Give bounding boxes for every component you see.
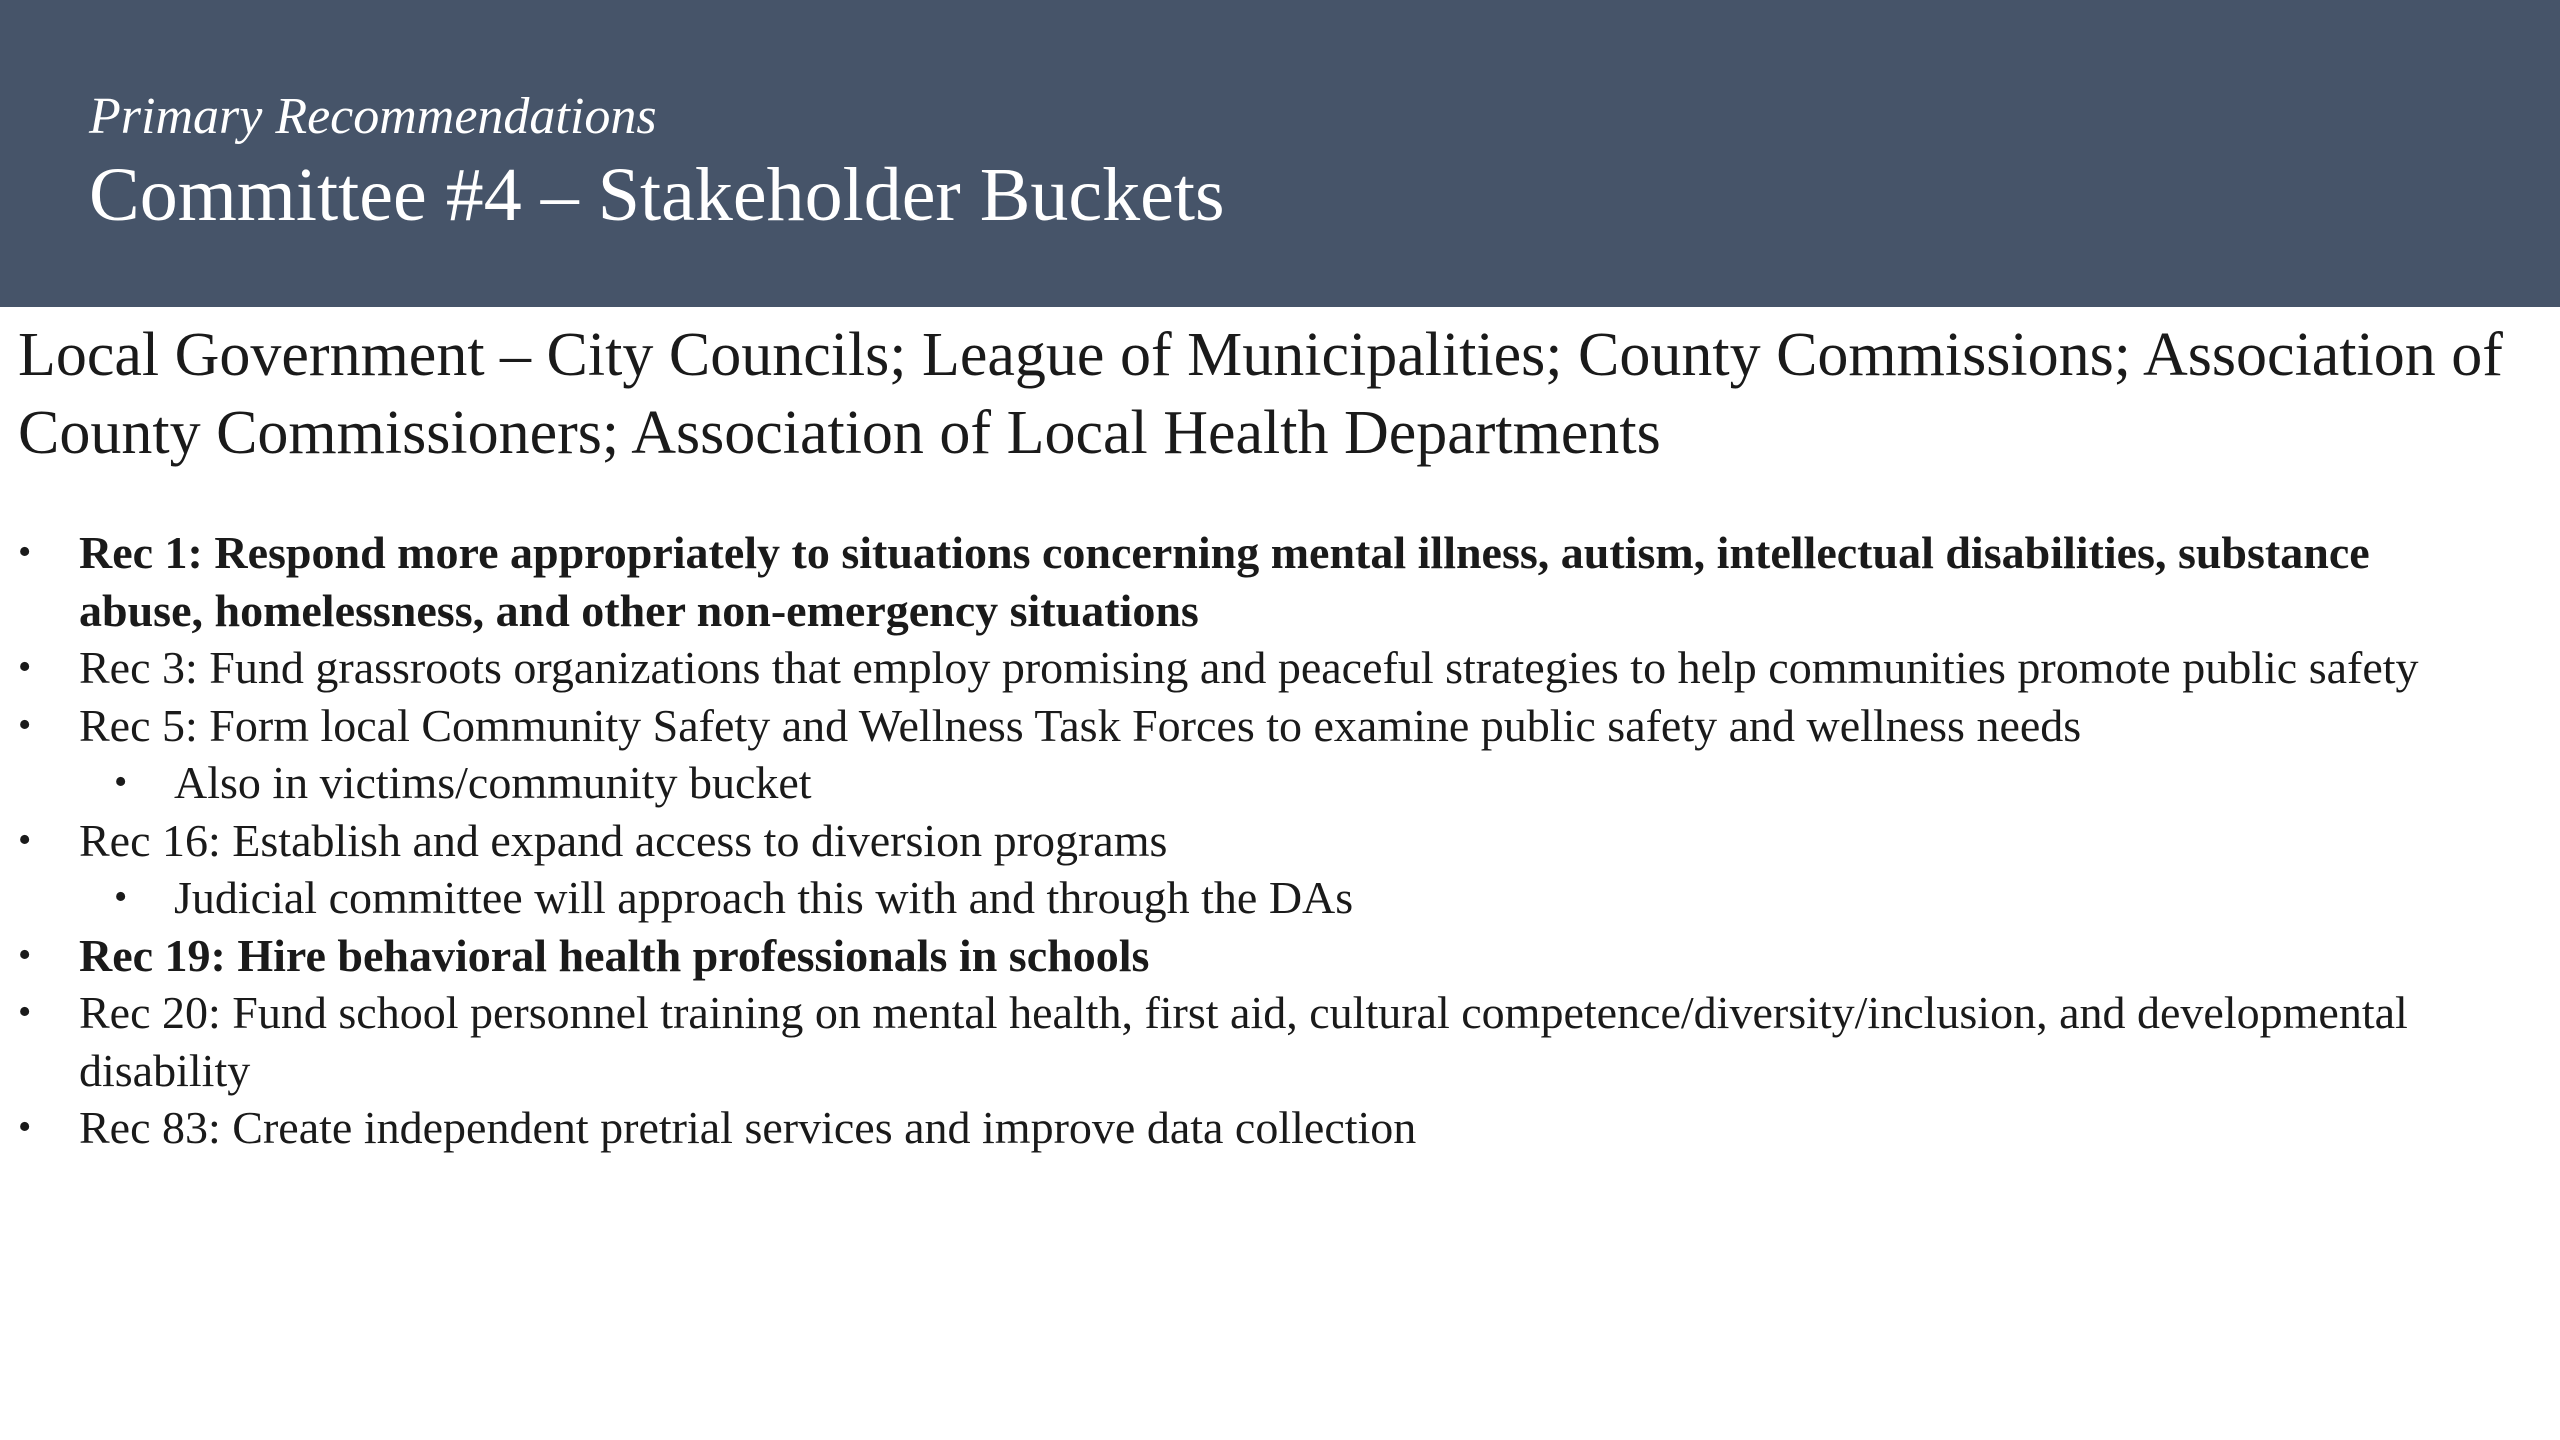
bullet-icon: •: [18, 646, 32, 688]
rec-text: Rec 19: Hire behavioral health professionals in schools: [79, 929, 1150, 981]
list-item: [0, 639, 2499, 697]
rec-text: Rec 20: Fund school personnel training on mental health, first aid, cultural competence/diversity/inclusion, and developmental disability: [79, 987, 2408, 1096]
list-item: [0, 524, 2499, 639]
bullet-icon: •: [18, 818, 32, 861]
list-item: [0, 697, 2499, 755]
sub-list-item: [0, 869, 2474, 927]
slide-header: [0, 0, 2560, 307]
list-item: [0, 984, 2499, 1099]
rec-text: Rec 1: Respond more appropriately to situations concerning mental illness, autism, intellectual disabilities, substance abuse, homelessness, and other non-emergency situations: [79, 527, 2370, 636]
bullet-icon: •: [18, 531, 32, 573]
bullet-icon: •: [18, 991, 32, 1033]
sub-item-text: Also in victims/community bucket: [174, 757, 812, 808]
list-item: [0, 1099, 2499, 1157]
bullet-icon: •: [18, 933, 32, 976]
sub-list-item: [0, 754, 2474, 812]
rec-text: Rec 3: Fund grassroots organizations that employ promising and peaceful strategies to help communities promote public safety: [79, 642, 2419, 693]
sub-item-text: Judicial committee will approach this with and through the DAs: [174, 872, 1354, 923]
slide-subtitle: Primary Recommendations: [89, 88, 657, 145]
slide-title: Committee #4 – Stakeholder Buckets: [89, 153, 1225, 237]
bullet-icon: •: [18, 1106, 32, 1148]
bullet-icon: •: [114, 761, 128, 803]
recommendation-list: [0, 524, 2560, 1157]
rec-text: Rec 83: Create independent pretrial services and improve data collection: [79, 1102, 1417, 1153]
stakeholder-heading: Local Government – City Councils; League of Municipalities; County Commissions; Association of County Commissioners; Association of Local Health Departments: [18, 321, 2503, 467]
list-item: [0, 812, 2499, 870]
bullet-icon: •: [114, 876, 128, 918]
rec-text: Rec 5: Form local Community Safety and Wellness Task Forces to examine public safety and wellness needs: [79, 699, 2082, 751]
list-item: [0, 927, 2499, 985]
rec-text: Rec 16: Establish and expand access to diversion programs: [79, 814, 1168, 866]
bullet-icon: •: [18, 703, 32, 746]
